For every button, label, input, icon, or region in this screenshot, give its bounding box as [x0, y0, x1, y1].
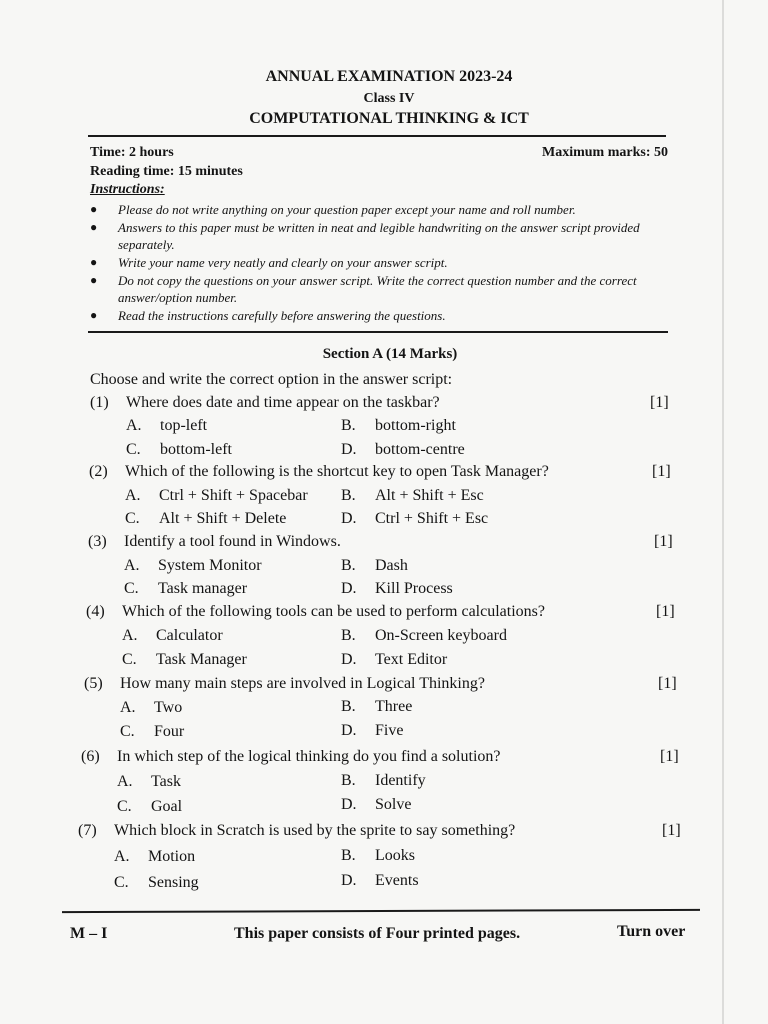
option-c: C. Goal [117, 798, 183, 815]
question-text: Identify a tool found in Windows. [124, 533, 341, 550]
bullet-icon: ● [90, 220, 98, 234]
question-marks: [1] [652, 463, 671, 480]
question-number: (7) [78, 822, 97, 839]
option-a: A. Ctrl + Shift + Spacebar [125, 487, 308, 504]
question-marks: [1] [654, 533, 673, 550]
option-b: B. Dash [341, 557, 408, 574]
option-d: D. Ctrl + Shift + Esc [341, 510, 489, 527]
page-edge [722, 0, 724, 1024]
question-marks: [1] [660, 748, 679, 765]
question-text: How many main steps are involved in Logical Thinking? [120, 675, 485, 692]
option-c: C. Task Manager [122, 651, 247, 668]
option-c: C. Task manager [124, 580, 248, 597]
instructions-title: Instructions: [90, 182, 165, 197]
option-d: D. Events [341, 872, 419, 889]
option-d: D. Solve [341, 796, 412, 813]
instruction-item [90, 219, 670, 253]
option-c: C. Alt + Shift + Delete [125, 510, 287, 527]
question-marks: [1] [658, 675, 677, 692]
pages-note: This paper consists of Four printed pages. [234, 925, 521, 942]
option-d: D. Five [341, 722, 404, 739]
question-marks: [1] [650, 394, 669, 411]
option-a: A. System Monitor [124, 557, 262, 574]
section-intro: Choose and write the correct option in the answer script: [90, 371, 453, 388]
bullet-icon: ● [90, 202, 98, 216]
question-number: (2) [89, 463, 108, 480]
question-text: Which block in Scratch is used by the sprite to say something? [114, 822, 516, 839]
question-text: In which step of the logical thinking do you find a solution? [117, 748, 501, 765]
question-number: (6) [81, 748, 100, 765]
instruction-text: Read the instructions carefully before answering the questions. [118, 308, 446, 323]
turn-over-label: Turn over [617, 923, 686, 940]
class-label: Class IV [363, 91, 415, 106]
question-text: Where does date and time appear on the taskbar? [126, 394, 440, 411]
question-number: (4) [86, 603, 105, 620]
option-c: C. bottom-left [126, 441, 232, 458]
option-b: B. Alt + Shift + Esc [341, 487, 484, 504]
subject-title: COMPUTATIONAL THINKING & ICT [249, 110, 529, 127]
bullet-icon: ● [90, 255, 98, 269]
instructions-list [90, 201, 670, 325]
option-c: C. Sensing [114, 874, 199, 891]
instruction-text: Please do not write anything on your question paper except your name and roll number. [118, 202, 576, 217]
time-row [90, 145, 668, 161]
instruction-text: Write your name very neatly and clearly on your answer script. [118, 255, 448, 270]
instruction-item [90, 272, 670, 306]
instruction-item [90, 201, 670, 218]
option-d: D. Text Editor [341, 651, 448, 668]
option-d: D. bottom-centre [341, 441, 465, 458]
instruction-text: Do not copy the questions on your answer script. Write the correct question number and the correct answer/option number. [118, 273, 637, 305]
instruction-item [90, 307, 670, 324]
instruction-item [90, 254, 670, 271]
question-marks: [1] [662, 822, 681, 839]
bullet-icon: ● [90, 273, 98, 287]
exam-header [0, 68, 768, 128]
header-rule [88, 135, 666, 137]
option-a: A. top-left [126, 417, 208, 434]
option-b: B. bottom-right [341, 417, 456, 434]
reading-time-label: Reading time: 15 minutes [90, 164, 243, 179]
option-b: B. Three [341, 698, 413, 715]
section-title: Section A (14 Marks) [322, 346, 458, 362]
exam-title: ANNUAL EXAMINATION 2023-24 [265, 68, 513, 85]
max-marks-label: Maximum marks: 50 [542, 145, 668, 160]
question-marks: [1] [656, 603, 675, 620]
option-a: A. Motion [114, 848, 196, 865]
time-label: Time: 2 hours [90, 145, 174, 160]
option-d: D. Kill Process [341, 580, 453, 597]
question-text: Which of the following is the shortcut key to open Task Manager? [125, 463, 549, 480]
question-number: (5) [84, 675, 103, 692]
option-b: B. Looks [341, 847, 415, 864]
instructions-rule [88, 331, 668, 333]
footer-rule [62, 909, 700, 913]
option-c: C. Four [120, 723, 185, 740]
option-b: B. On-Screen keyboard [341, 627, 507, 644]
instruction-text: Answers to this paper must be written in neat and legible handwriting on the answer script provided separately. [118, 220, 640, 252]
question-text: Which of the following tools can be used to perform calculations? [122, 603, 545, 620]
question-number: (1) [90, 394, 109, 411]
question-number: (3) [88, 533, 107, 550]
bullet-icon: ● [90, 308, 98, 322]
option-a: A. Task [117, 773, 181, 790]
option-b: B. Identify [341, 772, 426, 789]
paper-code: M – I [70, 925, 108, 942]
reading-time-row [90, 164, 668, 180]
option-a: A. Calculator [122, 627, 223, 644]
option-a: A. Two [120, 699, 183, 716]
